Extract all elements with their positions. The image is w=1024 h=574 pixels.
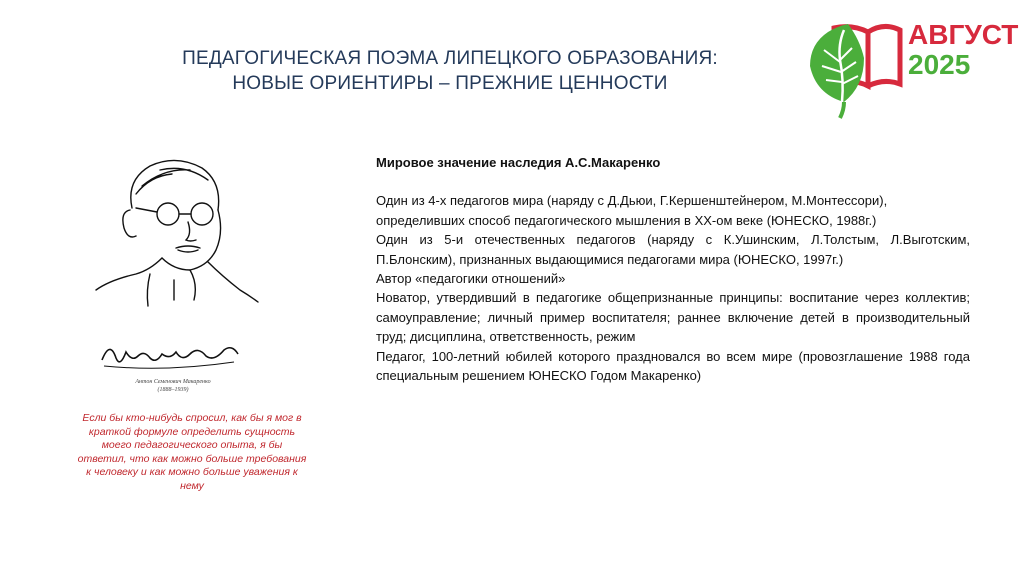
content-block [376,153,970,385]
leaf-book-icon [800,10,910,120]
content-paragraph: Один из 5-и отечественных педагогов (наряду с К.Ушинским, Л.Толстым, Л.Выготским, П.Блонским), признанных выдающимися педагогами мира (ЮНЕСКО, 1997г.) [376,232,970,267]
content-paragraph: Педагог, 100-летний юбилей которого праздновался во всем мире (провозглашение 1988 года специальным решением ЮНЕСКО Годом Макаренко) [376,348,970,384]
signature-caption-name: Антон Семенович Макаренко [135,379,211,385]
makarenko-quote: Если бы кто-нибудь спросил, как бы я мог в краткой формуле определить сущность моего педагогического опыта, я бы ответил, что как можно больше требования к человеку и как можно больше уважения к нему [77,412,307,492]
page-title-line-1: ПЕДАГОГИЧЕСКАЯ ПОЭМА ЛИПЕЦКОГО ОБРАЗОВАНИЯ: [182,48,718,69]
page-title-line-2: НОВЫЕ ОРИЕНТИРЫ – ПРЕЖНИЕ ЦЕННОСТИ [232,73,668,94]
makarenko-portrait-sketch [90,150,260,310]
content-paragraph: Автор «педагогики отношений» [376,271,566,287]
logo-text [908,20,1018,80]
content-paragraph: Новатор, утвердивший в педагогике общепризнанные принципы: воспитание через коллектив; самоуправление; личный пример воспитателя; раннее включение детей в производительный труд; дисциплина, ответственность, режим [376,290,970,345]
logo-year: 2025 [908,49,971,80]
august-2025-logo [800,10,1019,120]
page-title [130,46,770,96]
signature-caption [118,378,228,394]
content-paragraph: Один из 4-х педагогов мира (наряду с Д.Дьюи, Г.Кершенштейнером, М.Монтессори), определивших способ педагогического мышления в ХХ-ом веке (ЮНЕСКО, 1988г.) [376,193,888,228]
logo-word: АВГУСТ [908,19,1019,50]
content-heading: Мировое значение наследия А.С.Макаренко [376,155,661,170]
signature-caption-years: (1888–1939) [157,387,189,393]
